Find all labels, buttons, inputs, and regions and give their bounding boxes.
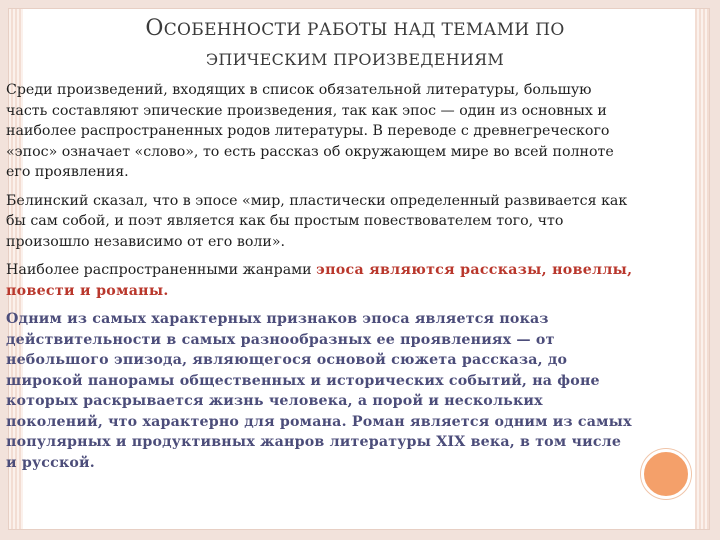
paragraph-2: Белинский сказал, что в эпосе «мир, пластически определенный развивается как бы сам собой, и поэт является как бы простым повествователем того, что произошло независимо от его воли».: [6, 192, 628, 250]
title-line-2: ЭПИЧЕСКИМ ПРОИЗВЕДЕНИЯМ: [205, 50, 505, 69]
paragraph-4: Одним из самых характерных признаков эпоса является показ действительности в самых разнообразных ее проявлениях — от небольшого эпизода, являющегося основой сюжета рассказа, до широкой панорамы общественных и исторических событий, на фоне которых раскрывается жизнь человека, а порой и нескольких поколений, что характерно для романа. Роман является одним из самых популярных и продуктивных жанров литературы XIX века, в том числе и русской.: [6, 311, 632, 471]
title-initial: О: [145, 16, 164, 41]
slide-title: [60, 14, 650, 75]
paragraph-3-highlight: эпоса являются рассказы, новеллы, повести и романы.: [6, 262, 633, 299]
title-line-1-rest: СОБЕННОСТИ РАБОТЫ НАД ТЕМАМИ ПО: [163, 20, 565, 40]
paragraph-3-text: Наиболее распространенными жанрами: [6, 262, 317, 278]
paragraph-1: Среди произведений, входящих в список обязательной литературы, большую часть составляют эпические произведения, так как эпос — один из основных и наиболее распространенных родов литературы. В переводе с древнегреческого «эпос» означает «слово», то есть рассказ об окружающем мире во всей полноте его проявления.: [6, 82, 614, 180]
title-line-1: [60, 14, 650, 45]
slide-number-circle: [641, 449, 691, 499]
slide-content: [6, 80, 634, 481]
paragraph-3: [6, 260, 634, 301]
decorative-border-right: [695, 9, 709, 529]
